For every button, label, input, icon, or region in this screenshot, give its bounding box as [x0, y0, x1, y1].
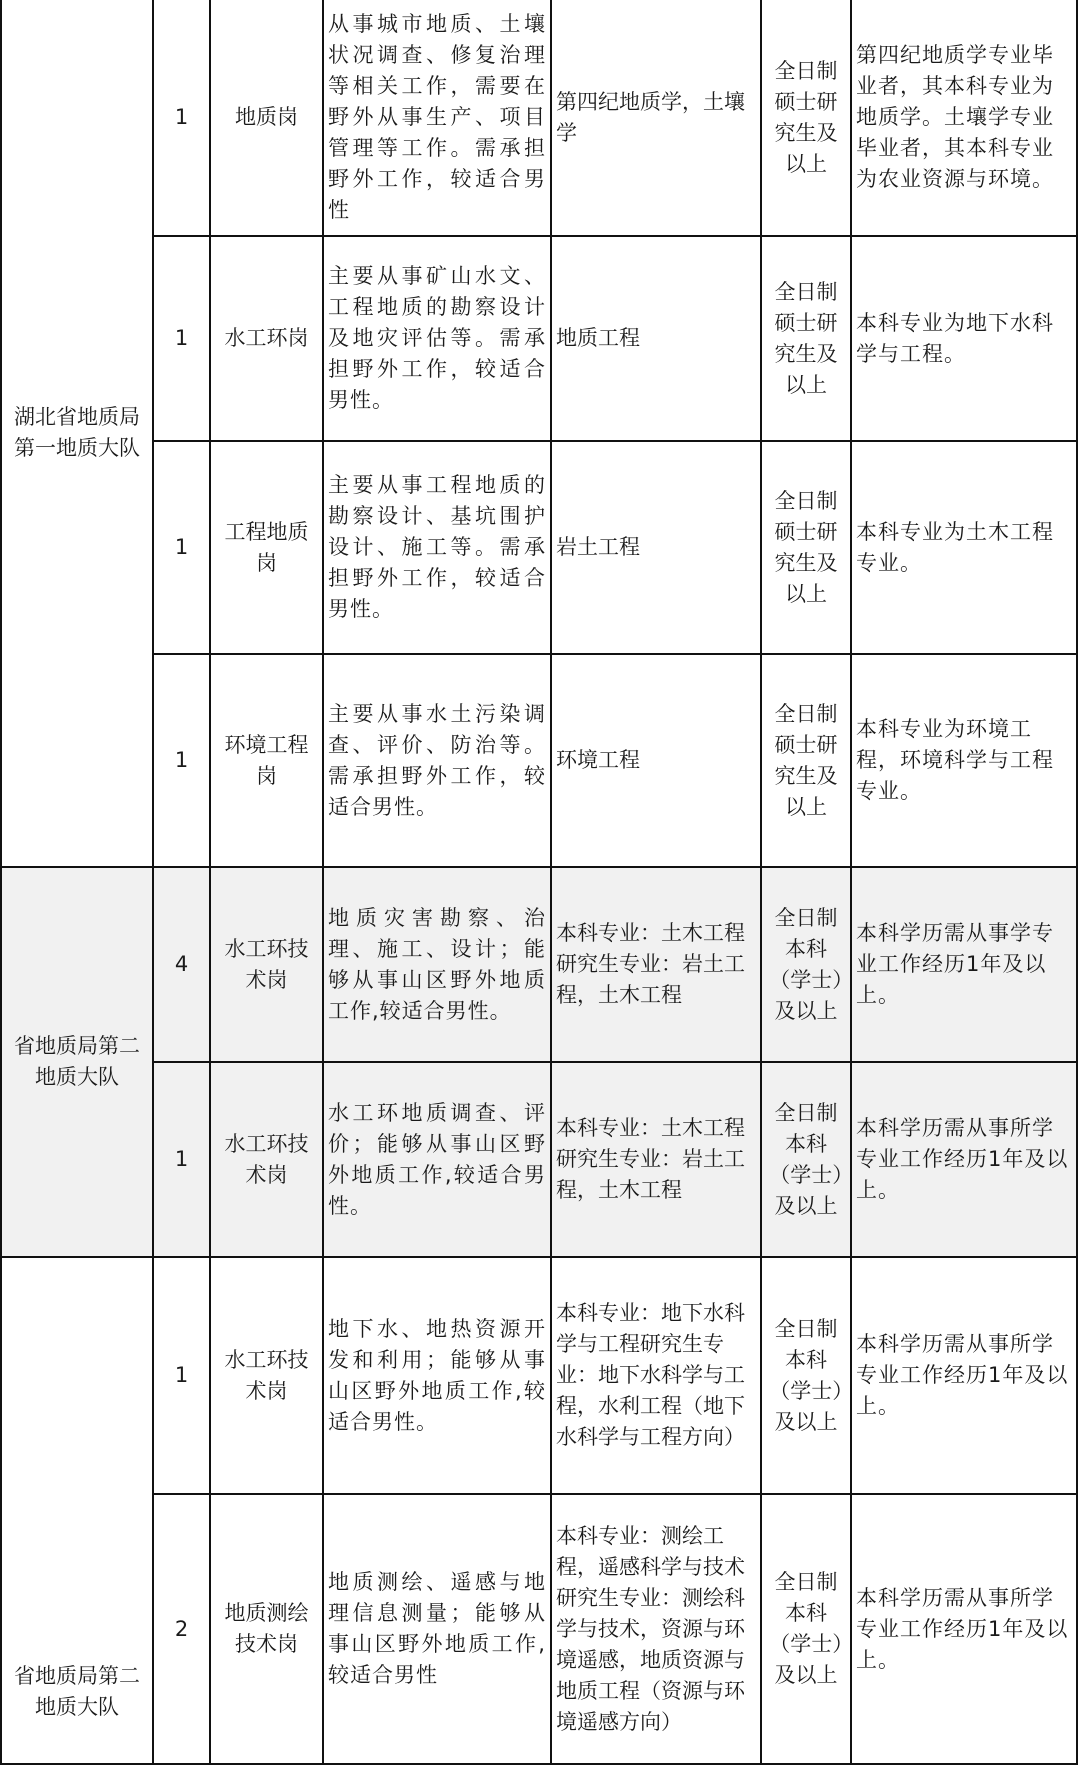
- unit-name-cell: 省地质局第二地质大队: [1, 1257, 153, 1764]
- post-name-cell: 水工环岗: [210, 236, 323, 441]
- education-cell: 全日制硕士研究生及以上: [761, 236, 851, 441]
- headcount-cell: 1: [153, 0, 210, 236]
- major-cell: 地质工程: [551, 236, 761, 441]
- post-name-cell: 地质岗: [210, 0, 323, 236]
- requirement-cell: 本科专业为环境工程，环境科学与工程专业。: [851, 654, 1077, 867]
- headcount-cell: 1: [153, 1257, 210, 1494]
- education-cell: 全日制硕士研究生及以上: [761, 441, 851, 654]
- duty-cell: 水工环地质调查、评价；能够从事山区野外地质工作,较适合男性。: [323, 1062, 551, 1257]
- duty-cell: 主要从事水土污染调查、评价、防治等。需承担野外工作，较适合男性。: [323, 654, 551, 867]
- duty-cell: 地质灾害勘察、治理、施工、设计；能够从事山区野外地质工作,较适合男性。: [323, 867, 551, 1062]
- education-cell: 全日制本科（学士）及以上: [761, 867, 851, 1062]
- requirement-cell: 本科学历需从事所学专业工作经历1年及以上。: [851, 1257, 1077, 1494]
- major-cell: 本科专业：地下水科学与工程研究生专业：地下水科学与工程，水利工程（地下水科学与工程方向）: [551, 1257, 761, 1494]
- major-cell: 岩土工程: [551, 441, 761, 654]
- education-cell: 全日制硕士研究生及以上: [761, 654, 851, 867]
- headcount-cell: 1: [153, 1062, 210, 1257]
- requirement-cell: 第四纪地质学专业毕业者，其本科专业为地质学。土壤学专业毕业者，其本科专业为农业资源与环境。: [851, 0, 1077, 236]
- headcount-cell: 1: [153, 654, 210, 867]
- post-name-cell: 工程地质岗: [210, 441, 323, 654]
- requirement-cell: 本科学历需从事所学专业工作经历1年及以上。: [851, 1494, 1077, 1764]
- table-row: [1, 654, 1077, 867]
- unit-name-cell: 省地质局第二地质大队: [1, 867, 153, 1257]
- post-name-cell: 水工环技术岗: [210, 1062, 323, 1257]
- duty-cell: 地下水、地热资源开发和利用；能够从事山区野外地质工作,较适合男性。: [323, 1257, 551, 1494]
- requirement-cell: 本科学历需从事所学专业工作经历1年及以上。: [851, 1062, 1077, 1257]
- post-name-cell: 水工环技术岗: [210, 867, 323, 1062]
- headcount-cell: 1: [153, 236, 210, 441]
- post-name-cell: 环境工程岗: [210, 654, 323, 867]
- education-cell: 全日制本科（学士）及以上: [761, 1494, 851, 1764]
- table-row: [1, 1494, 1077, 1764]
- education-cell: 全日制硕士研究生及以上: [761, 0, 851, 236]
- duty-cell: 从事城市地质、土壤状况调查、修复治理等相关工作，需要在野外从事生产、项目管理等工作。需承担野外工作，较适合男性: [323, 0, 551, 236]
- unit-name-cell: 湖北省地质局第一地质大队: [1, 0, 153, 867]
- requirement-cell: 本科学历需从事学专业工作经历1年及以上。: [851, 867, 1077, 1062]
- major-cell: 第四纪地质学，土壤学: [551, 0, 761, 236]
- table-row: [1, 441, 1077, 654]
- duty-cell: 主要从事工程地质的勘察设计、基坑围护设计、施工等。需承担野外工作，较适合男性。: [323, 441, 551, 654]
- requirement-cell: 本科专业为土木工程专业。: [851, 441, 1077, 654]
- table-row: [1, 236, 1077, 441]
- requirement-cell: 本科专业为地下水科学与工程。: [851, 236, 1077, 441]
- table-row: [1, 1257, 1077, 1494]
- major-cell: 本科专业：土木工程研究生专业：岩土工程，土木工程: [551, 867, 761, 1062]
- major-cell: 本科专业：测绘工程，遥感科学与技术研究生专业：测绘科学与技术，资源与环境遥感，地质资源与地质工程（资源与环境遥感方向）: [551, 1494, 761, 1764]
- post-name-cell: 水工环技术岗: [210, 1257, 323, 1494]
- post-name-cell: 地质测绘技术岗: [210, 1494, 323, 1764]
- education-cell: 全日制本科（学士）及以上: [761, 1062, 851, 1257]
- headcount-cell: 2: [153, 1494, 210, 1764]
- headcount-cell: 4: [153, 867, 210, 1062]
- duty-cell: 地质测绘、遥感与地理信息测量；能够从事山区野外地质工作,较适合男性: [323, 1494, 551, 1764]
- table-row: [1, 0, 1077, 236]
- education-cell: 全日制本科（学士）及以上: [761, 1257, 851, 1494]
- headcount-cell: 1: [153, 441, 210, 654]
- table-row: [1, 1062, 1077, 1257]
- duty-cell: 主要从事矿山水文、工程地质的勘察设计及地灾评估等。需承担野外工作，较适合男性。: [323, 236, 551, 441]
- table-row: [1, 867, 1077, 1062]
- major-cell: 环境工程: [551, 654, 761, 867]
- major-cell: 本科专业：土木工程研究生专业：岩土工程，土木工程: [551, 1062, 761, 1257]
